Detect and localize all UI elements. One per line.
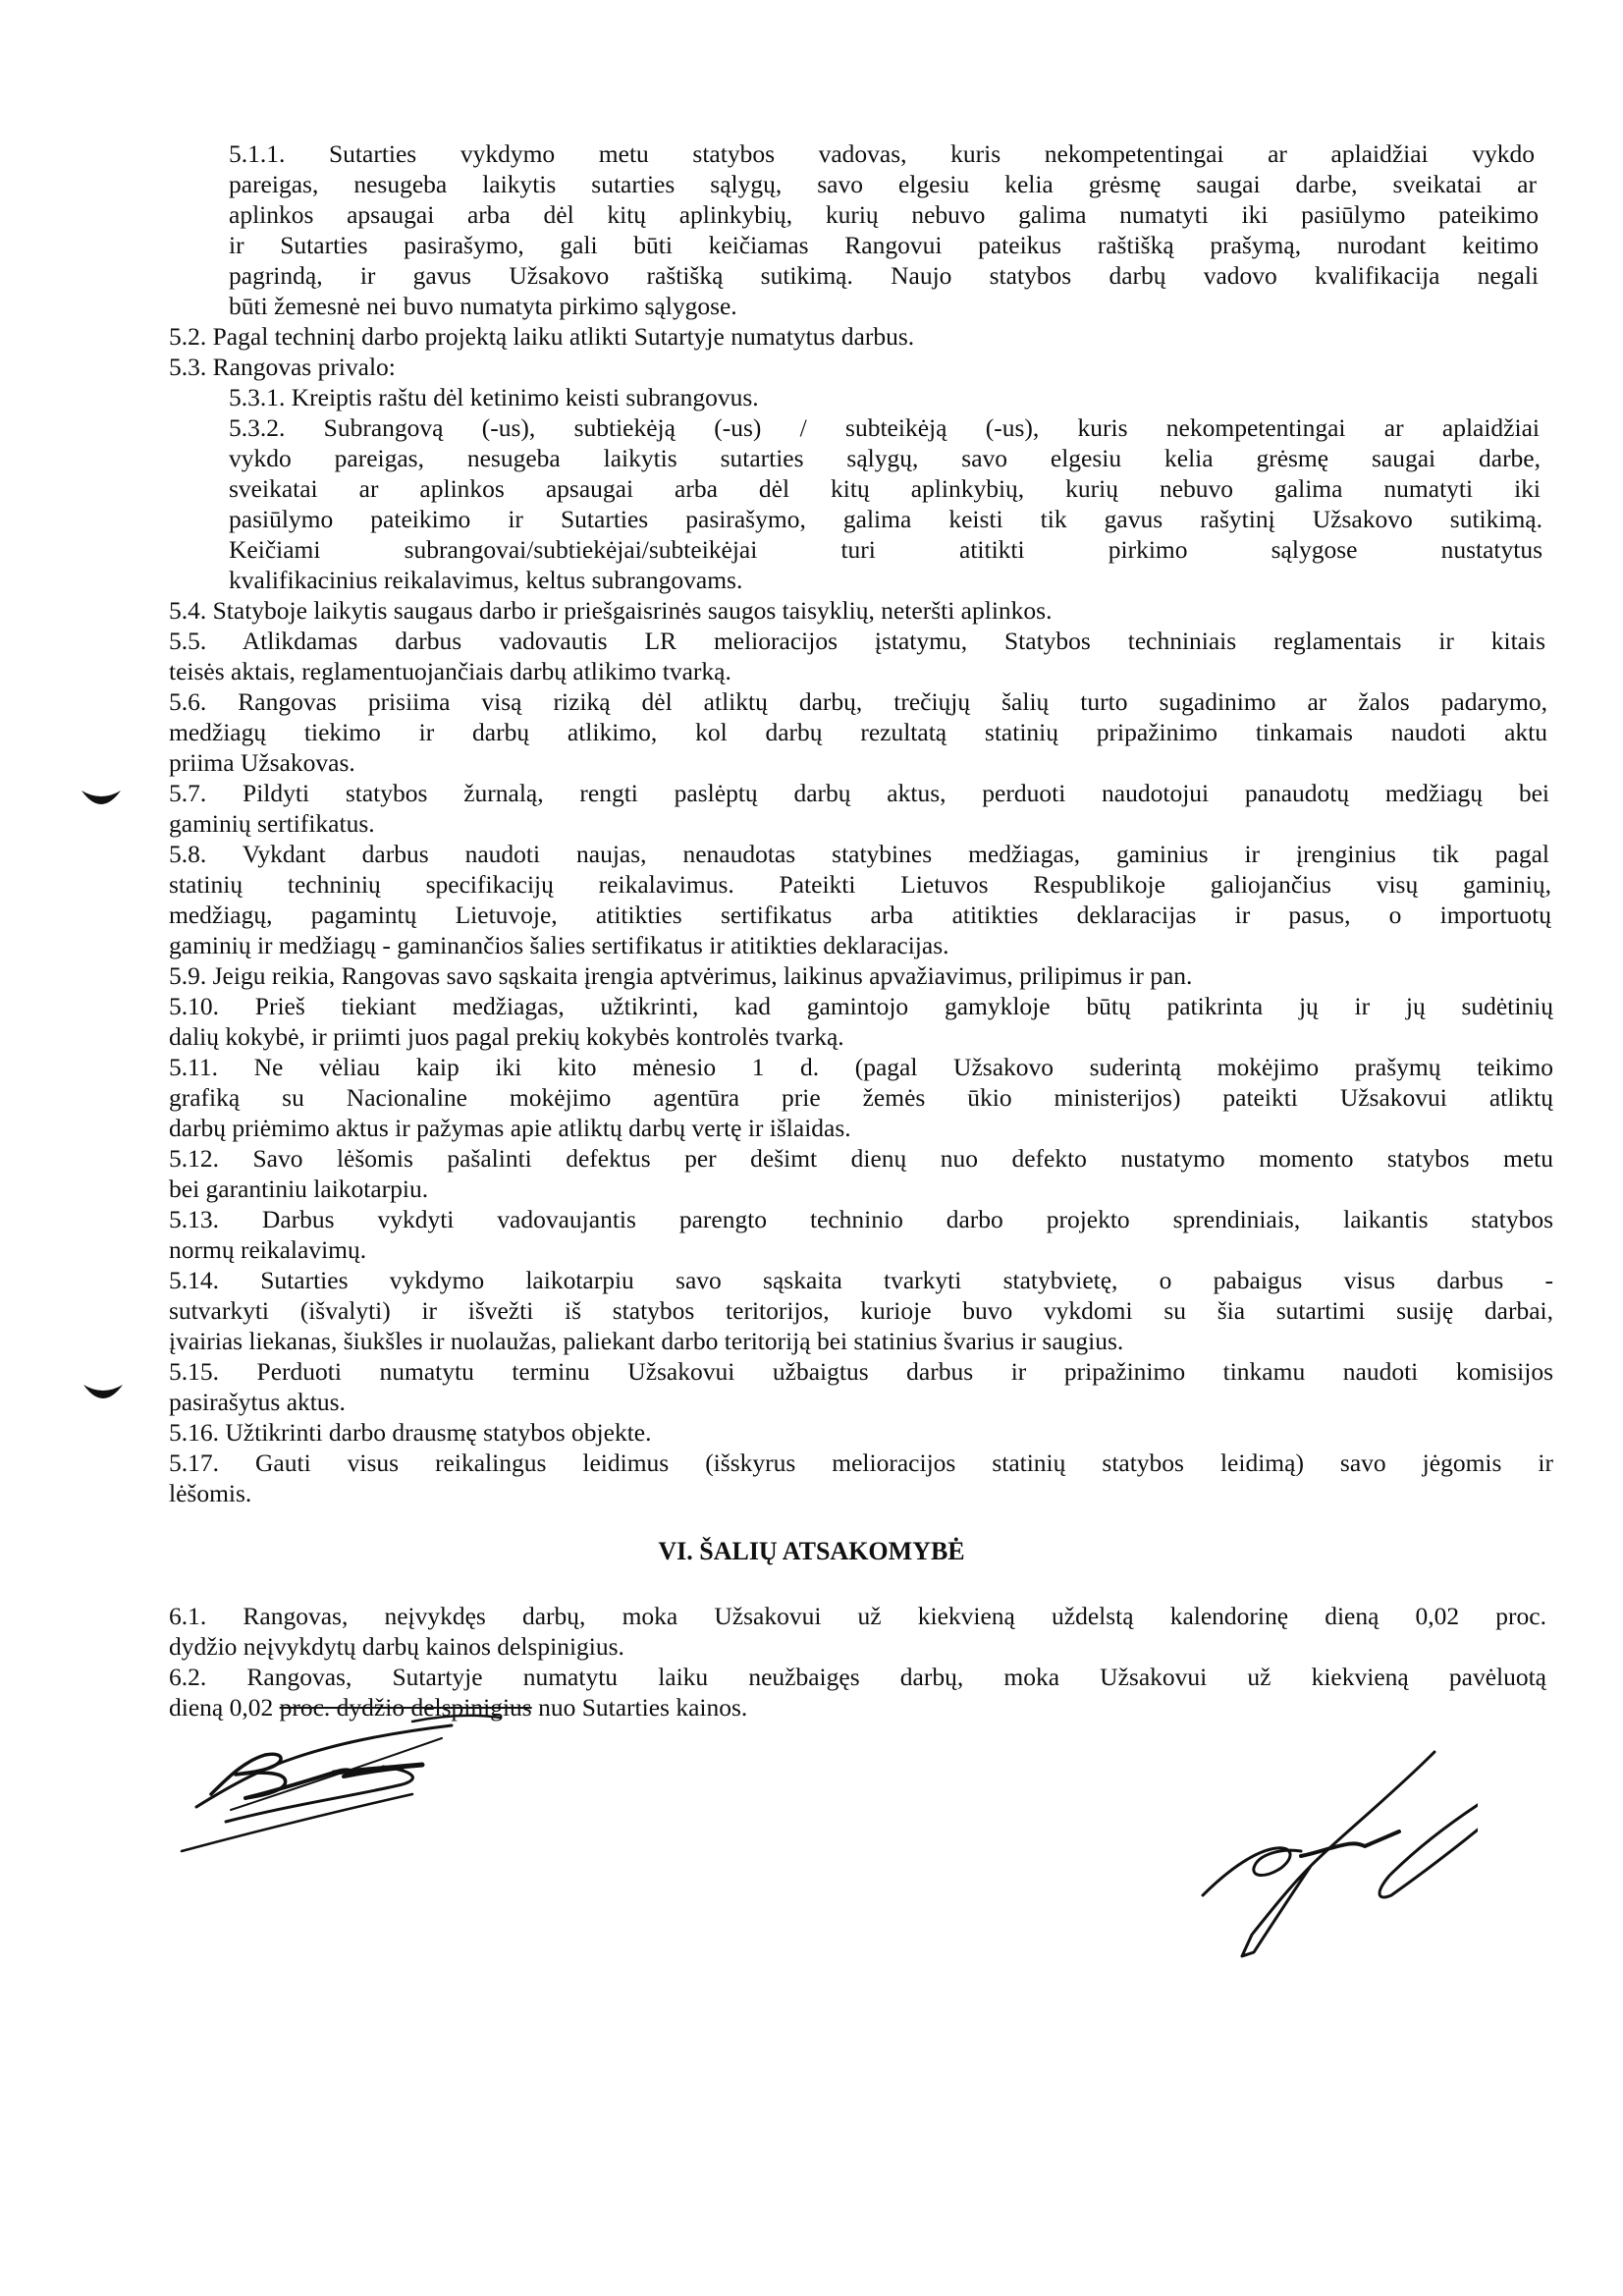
clause-5-1-1-line: pareigas, nesugeba laikytis sutarties sąlygų, savo elgesiu kelia grėsmę saugai darbe, sveikatai ar — [229, 170, 1537, 198]
clause-5-17-line: lėšomis. — [169, 1479, 252, 1507]
clause-5-3-2-line: 5.3.2. Subrangovą (-us), subtiekėją (-us) / subteikėją (-us), kuris nekompetentingai ar aplaidžiai — [229, 413, 1540, 442]
section-title: VI. ŠALIŲ ATSAKOMYBĖ — [658, 1537, 965, 1565]
clause-5-13-line: normų reikalavimų. — [169, 1235, 367, 1264]
clause-5-3-2-line: Keičiami subrangovai/subtiekėjai/subteikėjai turi atitikti pirkimo sąlygose nustatytus — [229, 535, 1542, 564]
clause-5-7-line: 5.7. Pildyti statybos žurnalą, rengti paslėptų darbų aktus, perduoti naudotojui panaudotų medžiagų bei — [169, 779, 1549, 807]
clause-5-2: 5.2. Pagal techninį darbo projektą laiku atlikti Sutartyje numatytus darbus. — [169, 322, 915, 351]
clause-5-3: 5.3. Rangovas privalo: — [169, 353, 396, 381]
clause-5-8-line: gaminių ir medžiagų - gaminančios šalies sertifikatus ir atitikties deklaracijas. — [169, 931, 949, 959]
struck-text: proc. dydžio delspinigius — [279, 1693, 532, 1722]
clause-5-14-line: įvairias liekanas, šiukšles ir nuolaužas, paliekant darbo teritoriją bei statinius švarius ir saugius. — [169, 1327, 1124, 1355]
clause-5-5-line: teisės aktais, reglamentuojančiais darbų atlikimo tvarką. — [169, 657, 731, 685]
clause-5-14-line: sutvarkyti (išvalyti) ir išvežti iš statybos teritorijos, kurioje buvo vykdomi su šia sutartimi susiję darbai, — [169, 1296, 1553, 1325]
clause-5-8-line: statinių techninių specifikacijų reikalavimus. Pateikti Lietuvos Respublikoje galiojančius visų gaminių, — [169, 870, 1551, 899]
clause-5-3-2-line: sveikatai ar aplinkos apsaugai arba dėl kitų aplinkybių, kurių nebuvo galima numatyti iki — [229, 474, 1541, 503]
clause-5-13-line: 5.13. Darbus vykdyti vadovaujantis parengto techninio darbo projekto sprendiniais, laikantis statybos — [169, 1205, 1553, 1233]
clause-5-4: 5.4. Statyboje laikytis saugaus darbo ir priešgaisrinės saugos taisyklių, neteršti aplinkos. — [169, 596, 1053, 625]
clause-5-15-line: 5.15. Perduoti numatytu terminu Užsakovui užbaigtus darbus ir pripažinimo tinkamu naudoti komisijos — [169, 1357, 1553, 1386]
clause-5-1-1-line: pagrindą, ir gavus Užsakovo raštišką sutikimą. Naujo statybos darbų vadovo kvalifikacija negali — [229, 261, 1539, 290]
clause-5-8-line: 5.8. Vykdant darbus naudoti naujas, nenaudotas statybines medžiagas, gaminius ir įrenginius tik pagal — [169, 840, 1549, 868]
clause-5-15-line: pasirašytus aktus. — [169, 1388, 346, 1416]
signature-left-icon — [177, 1714, 589, 1890]
clause-5-9: 5.9. Jeigu reikia, Rangovas savo sąskaita įrengia aptvėrimus, laikinus apvažiavimus, prilipimus ir pan. — [169, 961, 1193, 990]
clause-5-12-line: bei garantiniu laikotarpiu. — [169, 1175, 429, 1203]
clause-5-1-1-line: 5.1.1. Sutarties vykdymo metu statybos vadovas, kuris nekompetentingai ar aplaidžiai vykdo — [229, 139, 1535, 168]
clause-5-1-1-line: ir Sutarties pasirašymo, gali būti keičiamas Rangovui pateikus raštišką prašymą, nurodant keitimo — [229, 231, 1539, 259]
signature-right-icon — [1163, 1738, 1478, 1974]
clause-5-11-line: darbų priėmimo aktus ir pažymas apie atliktų darbų vertę ir išlaidas. — [169, 1114, 851, 1142]
clause-5-6-line: 5.6. Rangovas prisiima visą riziką dėl atliktų darbų, trečiųjų šalių turto sugadinimo ar žalos padarymo, — [169, 687, 1547, 716]
clause-5-11-line: grafiką su Nacionaline mokėjimo agentūra prie žemės ūkio ministerijos) pateikti Užsakovui atliktų — [169, 1083, 1553, 1112]
clause-5-6-line: medžiagų tiekimo ir darbų atlikimo, kol darbų rezultatą statinių pripažinimo tinkamais naudoti aktu — [169, 718, 1547, 746]
clause-5-5-line: 5.5. Atlikdamas darbus vadovautis LR melioracijos įstatymu, Statybos techniniais reglamentais ir kitais — [169, 627, 1545, 655]
clause-5-8-line: medžiagų, pagamintų Lietuvoje, atitikties sertifikatus arba atitikties deklaracijas ir pasus, o importuotų — [169, 901, 1551, 929]
binding-mark-upper-icon — [81, 789, 122, 810]
binding-mark-lower-icon — [82, 1383, 124, 1404]
clause-6-1-line: dydžio neįvykdytų darbų kainos delspinigius. — [169, 1632, 624, 1661]
clause-5-12-line: 5.12. Savo lėšomis pašalinti defektus per dešimt dienų nuo defekto nustatymo momento statybos metu — [169, 1144, 1553, 1173]
clause-6-1-line: 6.1. Rangovas, neįvykdęs darbų, moka Užsakovui už kiekvieną uždelstą kalendorinę dieną 0,02 proc. — [169, 1602, 1546, 1630]
clause-5-10-line: dalių kokybė, ir priimti juos pagal prekių kokybės kontrolės tvarką. — [169, 1022, 844, 1051]
clause-5-1-1-line: aplinkos apsaugai arba dėl kitų aplinkybių, kurių nebuvo galima numatyti iki pasiūlymo pateikimo — [229, 200, 1539, 229]
clause-5-17-line: 5.17. Gauti visus reikalingus leidimus (išskyrus melioracijos statinių statybos leidimą) savo jėgomis ir — [169, 1449, 1553, 1477]
clause-5-3-2-line: pasiūlymo pateikimo ir Sutarties pasirašymo, galima keisti tik gavus rašytinį Užsakovo sutikimą. — [229, 505, 1542, 533]
clause-5-10-line: 5.10. Prieš tiekiant medžiagas, užtikrinti, kad gamintojo gamykloje būtų patikrinta jų ir jų sudėtinių — [169, 992, 1553, 1020]
clause-5-11-line: 5.11. Ne vėliau kaip iki kito mėnesio 1 d. (pagal Užsakovo suderintą mokėjimo prašymų teikimo — [169, 1053, 1553, 1081]
clause-6-2-text: nuo Sutarties kainos. — [531, 1693, 748, 1722]
clause-5-14-line: 5.14. Sutarties vykdymo laikotarpiu savo sąskaita tvarkyti statybvietę, o pabaigus visus darbus - — [169, 1266, 1553, 1294]
clause-5-6-line: priima Užsakovas. — [169, 748, 355, 777]
clause-5-1-1-line: būti žemesnė nei buvo numatyta pirkimo sąlygose. — [229, 292, 737, 320]
clause-5-3-1: 5.3.1. Kreiptis raštu dėl ketinimo keisti subrangovus. — [229, 383, 759, 411]
clause-5-3-2-line: kvalifikacinius reikalavimus, keltus subrangovams. — [229, 566, 743, 594]
clause-6-2-text: dieną 0,02 — [169, 1693, 280, 1722]
clause-5-16: 5.16. Užtikrinti darbo drausmę statybos objekte. — [169, 1418, 652, 1447]
clause-5-7-line: gaminių sertifikatus. — [169, 809, 375, 838]
clause-6-2-line: 6.2. Rangovas, Sutartyje numatytu laiku neužbaigęs darbų, moka Užsakovui už kiekvieną pavėluotą — [169, 1663, 1546, 1691]
clause-5-3-2-line: vykdo pareigas, nesugeba laikytis sutarties sąlygų, savo elgesiu kelia grėsmę saugai darbe, — [229, 444, 1541, 472]
